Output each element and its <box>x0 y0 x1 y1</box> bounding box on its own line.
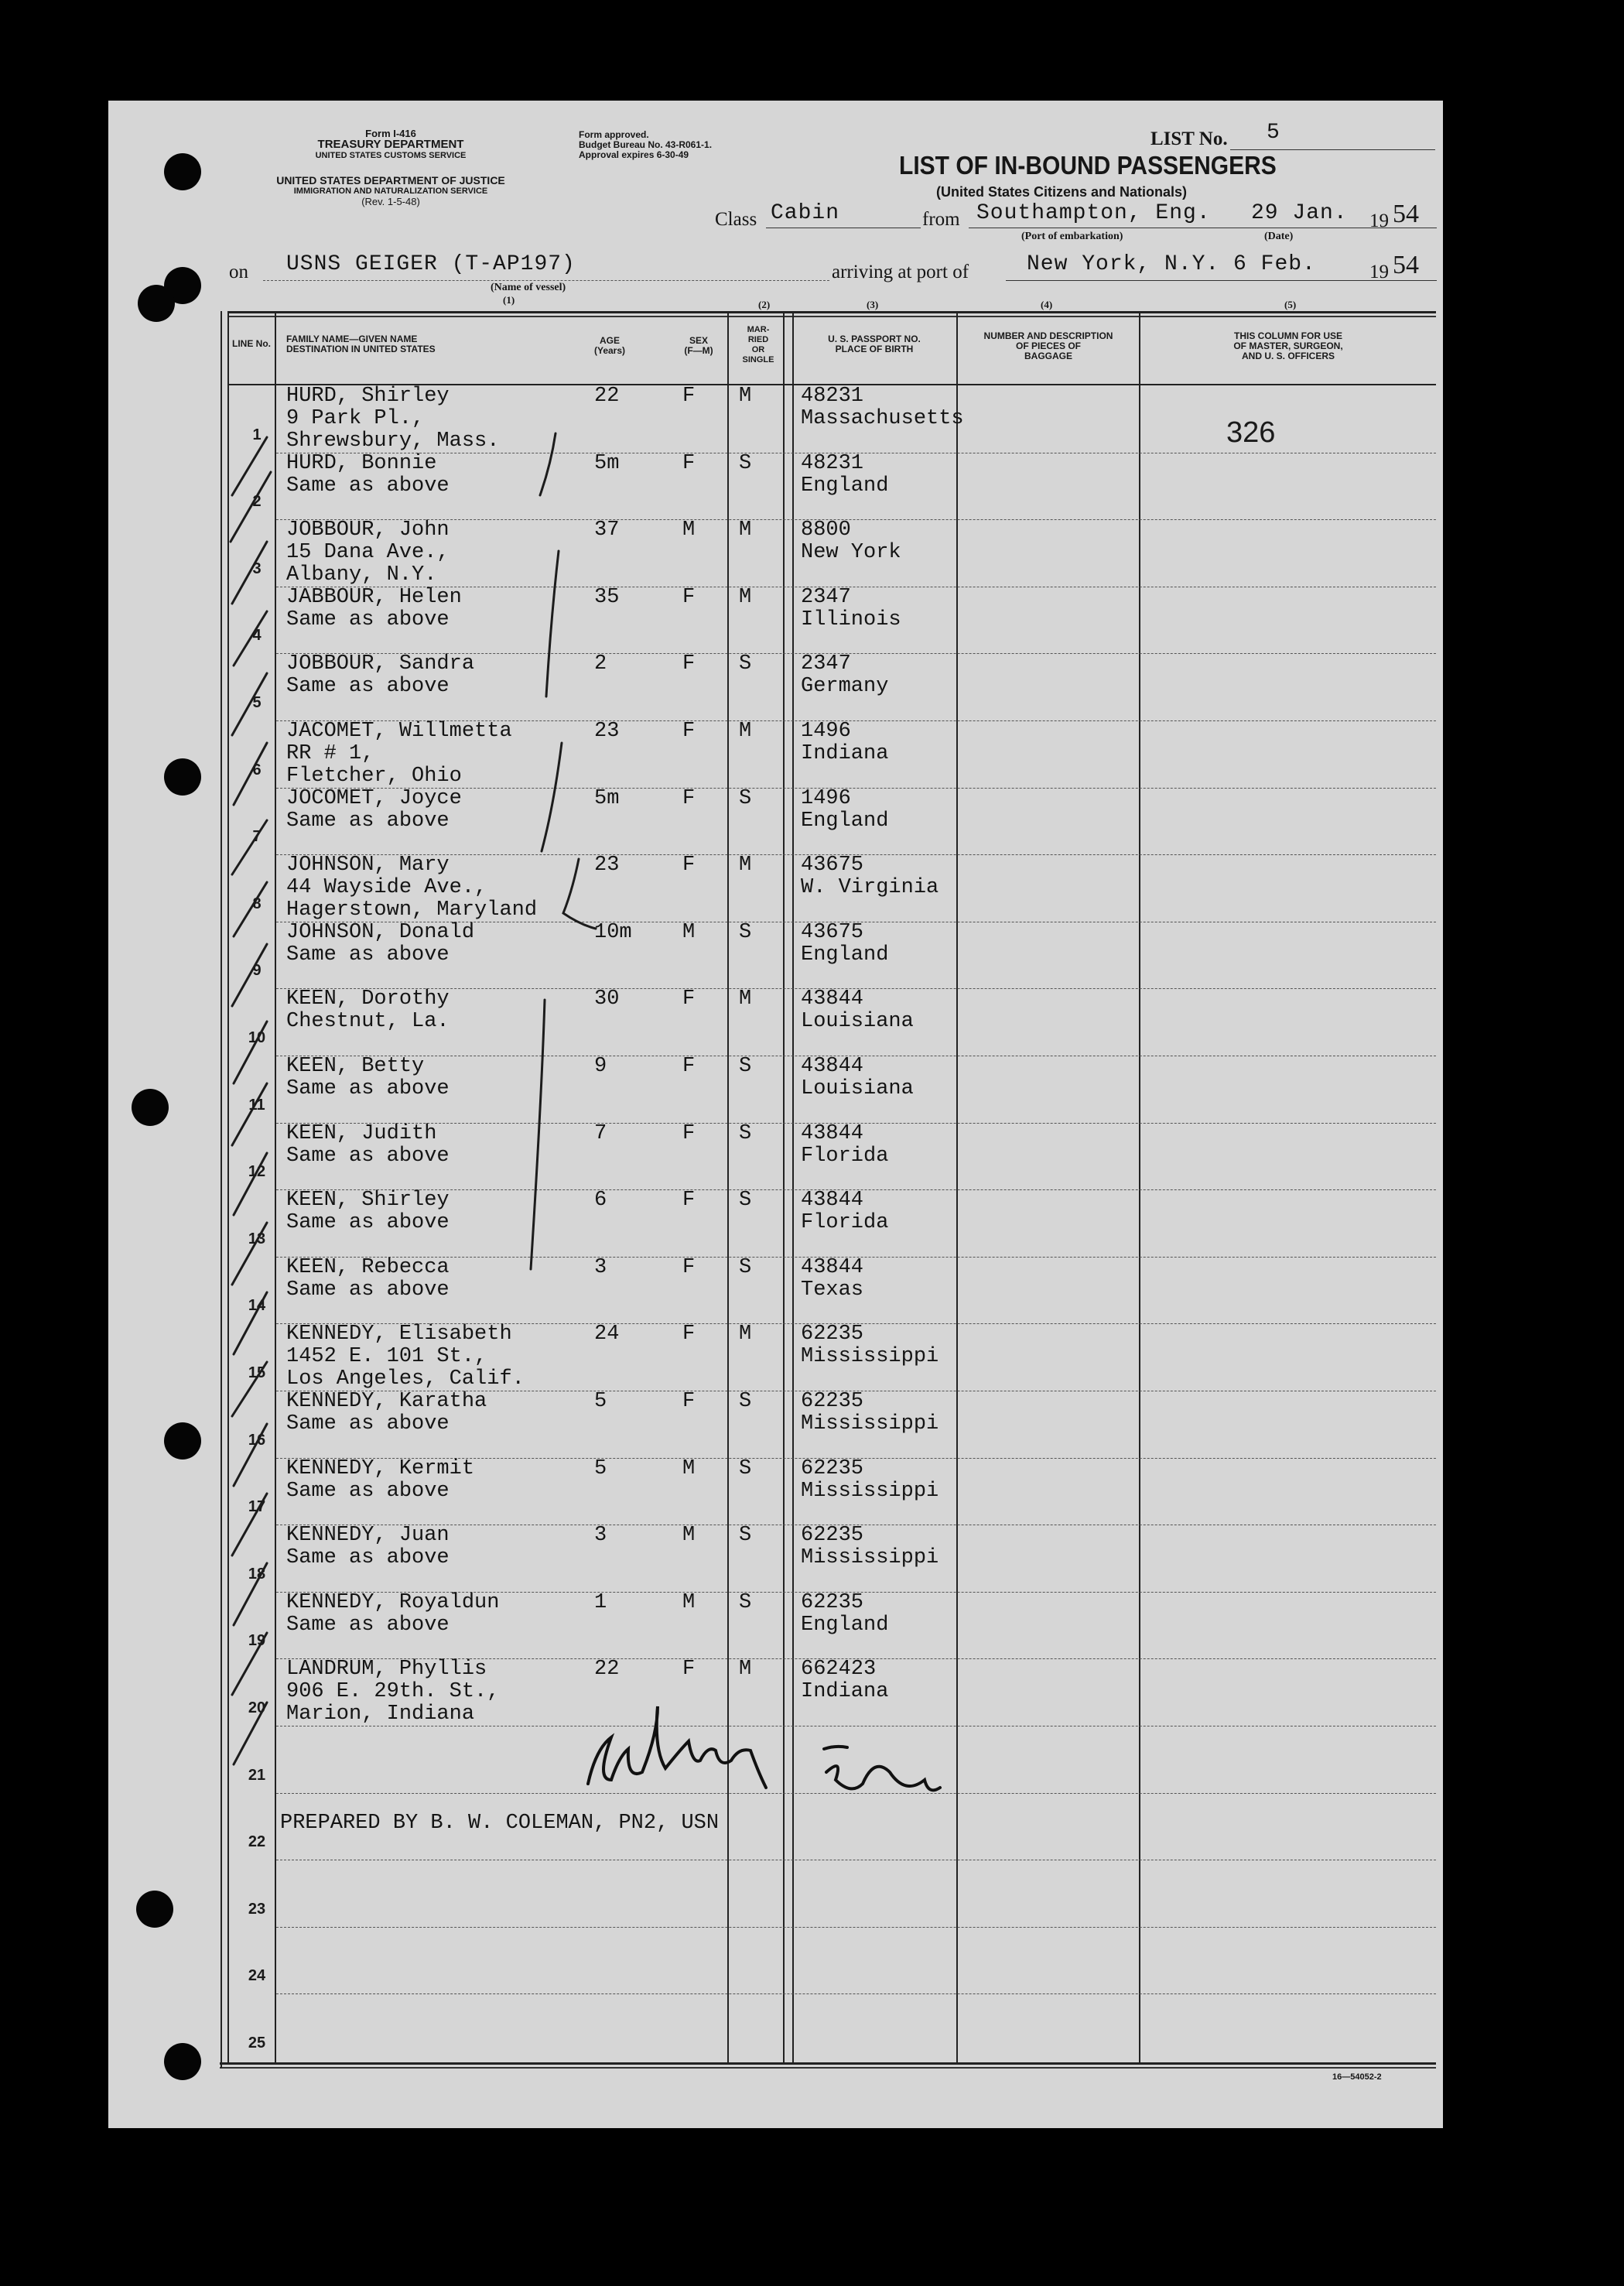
passenger-sex: M <box>682 920 696 944</box>
inspector-signature <box>588 1706 940 1790</box>
passenger-sex: F <box>682 786 696 810</box>
approval-line-3: Approval expires 6-30-49 <box>579 149 689 160</box>
place-of-birth: England <box>801 474 889 498</box>
class-value: Cabin <box>771 201 840 225</box>
passport-number: 8800 <box>801 518 851 542</box>
passenger-sex: F <box>682 1189 696 1213</box>
line-number: 4 <box>252 627 262 645</box>
passenger-age: 9 <box>594 1055 607 1078</box>
passport-number: 43844 <box>801 1121 864 1145</box>
passenger-age: 22 <box>594 385 620 408</box>
passenger-sex: F <box>682 1390 696 1413</box>
pen-mark-check-15 <box>232 1362 267 1416</box>
passenger-sex: F <box>682 1658 696 1682</box>
line-number: 6 <box>252 761 262 779</box>
passport-number: 62235 <box>801 1390 864 1413</box>
passenger-marital-status: M <box>739 518 752 542</box>
passenger-marital-status: S <box>739 451 752 475</box>
place-of-birth: Indiana <box>801 1680 889 1704</box>
passenger-age: 24 <box>594 1323 620 1347</box>
passenger-destination: 9 Park Pl., Shrewsbury, Mass. <box>286 407 500 453</box>
treasury-dept: TREASURY DEPARTMENT <box>317 138 464 151</box>
passenger-name: KENNEDY, Royaldun <box>286 1590 500 1614</box>
passenger-age: 22 <box>594 1658 620 1682</box>
pen-mark-bracket-1 <box>540 433 556 495</box>
embark-date-value: 29 Jan. <box>1251 201 1348 225</box>
col-header-age: AGE (Years) <box>593 335 626 356</box>
line-number: 25 <box>248 2034 266 2052</box>
passport-number: 662423 <box>801 1658 877 1682</box>
passenger-marital-status: S <box>739 652 752 676</box>
passenger-age: 3 <box>594 1524 607 1548</box>
place-of-birth: Florida <box>801 1144 889 1168</box>
vessel-name-value: USNS GEIGER (T-AP197) <box>286 252 576 276</box>
passenger-name: LANDRUM, Phyllis <box>286 1658 487 1682</box>
passenger-marital-status: S <box>739 1121 752 1145</box>
line-number: 14 <box>248 1297 266 1315</box>
pen-mark-check-6 <box>234 743 267 805</box>
class-label: Class <box>715 209 757 230</box>
pen-mark-check-20 <box>234 1703 267 1764</box>
col-header-baggage: NUMBER AND DESCRIPTION OF PIECES OF BAGGAGE <box>983 330 1113 361</box>
form-number: Form I-416 <box>365 128 416 139</box>
passenger-name: JABBOUR, Helen <box>286 585 462 609</box>
pen-mark-check-3 <box>232 542 267 604</box>
from-label: from <box>922 209 960 230</box>
place-of-birth: W. Virginia <box>801 876 939 900</box>
passenger-age: 3 <box>594 1255 607 1279</box>
passenger-destination: Same as above <box>286 1546 450 1570</box>
passenger-age: 10m <box>594 920 632 944</box>
embark-year-prefix: 19 <box>1369 210 1389 231</box>
passenger-marital-status: M <box>739 1323 752 1347</box>
line-number: 9 <box>252 962 262 980</box>
line-number: 19 <box>248 1632 266 1650</box>
embark-port-value: Southampton, Eng. <box>976 201 1211 225</box>
place-of-birth: Germany <box>801 675 889 699</box>
pen-mark-check-14 <box>234 1292 267 1354</box>
line-number: 23 <box>248 1900 266 1918</box>
passenger-age: 37 <box>594 518 620 542</box>
passenger-name: HURD, Bonnie <box>286 451 437 475</box>
passport-number: 2347 <box>801 652 851 676</box>
passenger-age: 23 <box>594 854 620 878</box>
passenger-sex: F <box>682 385 696 408</box>
pen-mark-check-5 <box>232 673 267 735</box>
passenger-destination: 44 Wayside Ave., Hagerstown, Maryland <box>286 876 538 922</box>
place-of-birth: Mississippi <box>801 1546 939 1570</box>
col-num-2: (2) <box>758 299 771 310</box>
passenger-destination: 906 E. 29th. St., Marion, Indiana <box>286 1680 500 1726</box>
line-number: 24 <box>248 1967 266 1985</box>
pen-mark-bracket-2 <box>546 551 559 696</box>
passport-number: 62235 <box>801 1456 864 1480</box>
passenger-destination: Same as above <box>286 607 450 631</box>
passenger-destination: Same as above <box>286 675 450 699</box>
passenger-name: JOBBOUR, Sandra <box>286 652 475 676</box>
passenger-age: 6 <box>594 1189 607 1213</box>
customs-service: UNITED STATES CUSTOMS SERVICE <box>315 151 467 160</box>
passenger-age: 5m <box>594 786 620 810</box>
line-number: 11 <box>248 1096 265 1114</box>
passenger-marital-status: M <box>739 854 752 878</box>
passenger-sex: M <box>682 1524 696 1548</box>
passenger-sex: F <box>682 987 696 1011</box>
place-of-birth: New York <box>801 541 901 565</box>
passenger-marital-status: S <box>739 786 752 810</box>
pen-mark-bracket-3 <box>542 743 562 851</box>
passport-number: 43844 <box>801 1255 864 1279</box>
passport-number: 43844 <box>801 1055 864 1078</box>
passenger-age: 23 <box>594 720 620 743</box>
passenger-name: JOCOMET, Joyce <box>286 786 462 810</box>
place-of-birth: Louisiana <box>801 1010 914 1034</box>
passenger-name: JOHNSON, Mary <box>286 854 450 878</box>
passenger-name: KENNEDY, Karatha <box>286 1390 487 1413</box>
officer-stamp-number: 326 <box>1226 416 1276 449</box>
passenger-sex: F <box>682 720 696 743</box>
embark-date-caption: (Date) <box>1264 231 1294 242</box>
passenger-destination: Same as above <box>286 1479 450 1503</box>
passenger-marital-status: S <box>739 1590 752 1614</box>
passenger-marital-status: S <box>739 1055 752 1078</box>
passenger-name: KENNEDY, Elisabeth <box>286 1323 512 1347</box>
passenger-age: 35 <box>594 585 620 609</box>
pen-mark-check-10 <box>234 1022 267 1083</box>
vessel-col-number: (1) <box>503 294 515 306</box>
passenger-sex: M <box>682 1590 696 1614</box>
passenger-name: KEEN, Dorothy <box>286 987 450 1011</box>
passenger-sex: M <box>682 518 696 542</box>
passenger-marital-status: S <box>739 1189 752 1213</box>
passenger-sex: F <box>682 451 696 475</box>
place-of-birth: Louisiana <box>801 1077 914 1100</box>
on-label: on <box>229 262 248 282</box>
passenger-destination: Same as above <box>286 1412 450 1436</box>
passenger-destination: RR # 1, Fletcher, Ohio <box>286 742 462 788</box>
passenger-destination: Same as above <box>286 809 450 833</box>
passenger-sex: M <box>682 1456 696 1480</box>
passenger-name: JOBBOUR, John <box>286 518 450 542</box>
list-no-label: LIST No. <box>1150 128 1228 149</box>
pen-mark-check-16 <box>234 1424 267 1486</box>
passport-number: 62235 <box>801 1590 864 1614</box>
line-number: 3 <box>252 560 262 577</box>
passenger-destination: Same as above <box>286 1278 450 1302</box>
place-of-birth: Indiana <box>801 742 889 765</box>
passenger-marital-status: M <box>739 585 752 609</box>
justice-dept: UNITED STATES DEPARTMENT OF JUSTICE <box>276 174 505 187</box>
passenger-sex: F <box>682 652 696 676</box>
passenger-destination: Same as above <box>286 1144 450 1168</box>
line-number: 18 <box>248 1565 266 1583</box>
passenger-sex: F <box>682 854 696 878</box>
passenger-marital-status: S <box>739 920 752 944</box>
passenger-name: HURD, Shirley <box>286 385 450 408</box>
place-of-birth: Mississippi <box>801 1345 939 1369</box>
passenger-marital-status: S <box>739 1390 752 1413</box>
passenger-age: 30 <box>594 987 620 1011</box>
pen-mark-bracket-5 <box>531 1000 545 1269</box>
passport-number: 2347 <box>801 585 851 609</box>
prepared-by-text: PREPARED BY B. W. COLEMAN, PN2, USN <box>280 1812 720 1835</box>
col-num-4: (4) <box>1041 299 1053 310</box>
form-title: LIST OF IN-BOUND PASSENGERS <box>899 152 1277 180</box>
passenger-age: 5 <box>594 1456 607 1480</box>
approval-line-2: Budget Bureau No. 43-R061-1. <box>579 139 713 150</box>
passenger-age: 2 <box>594 652 607 676</box>
passport-number: 43675 <box>801 854 864 878</box>
passenger-name: JOHNSON, Donald <box>286 920 475 944</box>
passenger-destination: 1452 E. 101 St., Los Angeles, Calif. <box>286 1345 525 1391</box>
pen-mark-check-19 <box>232 1633 267 1695</box>
passport-number: 1496 <box>801 720 851 743</box>
passport-number: 48231 <box>801 385 864 408</box>
col-header-married: MAR- RIED OR SINGLE <box>742 325 774 364</box>
embark-year-value: 54 <box>1393 200 1419 228</box>
passport-number: 48231 <box>801 451 864 475</box>
line-number: 22 <box>248 1833 266 1851</box>
passenger-age: 5 <box>594 1390 607 1413</box>
passenger-destination: 15 Dana Ave., Albany, N.Y. <box>286 541 450 587</box>
line-number: 16 <box>248 1431 266 1449</box>
place-of-birth: Texas <box>801 1278 864 1302</box>
passenger-age: 5m <box>594 451 620 475</box>
passenger-marital-status: S <box>739 1255 752 1279</box>
col-num-5: (5) <box>1284 299 1297 310</box>
passenger-destination: Same as above <box>286 1211 450 1235</box>
place-of-birth: England <box>801 1613 889 1637</box>
list-no-value: 5 <box>1267 121 1280 145</box>
line-number: 12 <box>248 1163 266 1181</box>
passport-number: 1496 <box>801 786 851 810</box>
passport-number: 62235 <box>801 1524 864 1548</box>
place-of-birth: Massachusetts <box>801 407 964 430</box>
col-header-name: FAMILY NAME—GIVEN NAME DESTINATION IN UNITED STATES <box>286 334 436 354</box>
passenger-name: KEEN, Rebecca <box>286 1255 450 1279</box>
line-number: 10 <box>248 1029 266 1046</box>
vessel-caption: (Name of vessel) <box>491 282 566 293</box>
passenger-sex: F <box>682 1323 696 1347</box>
pen-mark-check-12 <box>234 1153 267 1215</box>
line-number: 1 <box>252 426 262 443</box>
place-of-birth: Florida <box>801 1211 889 1235</box>
passenger-name: KEEN, Betty <box>286 1055 425 1078</box>
passenger-destination: Chestnut, La. <box>286 1010 450 1034</box>
passenger-name: KEEN, Judith <box>286 1121 437 1145</box>
passenger-sex: F <box>682 585 696 609</box>
pen-mark-bracket-4 <box>563 859 596 929</box>
place-of-birth: Mississippi <box>801 1479 939 1503</box>
place-of-birth: Illinois <box>801 607 901 631</box>
col-header-sex: SEX (F—M) <box>684 335 713 356</box>
pen-mark-check-13 <box>232 1223 267 1285</box>
passenger-destination: Same as above <box>286 474 450 498</box>
passenger-destination: Same as above <box>286 1613 450 1637</box>
pen-mark-check-4 <box>234 611 267 666</box>
line-number: 13 <box>248 1230 266 1247</box>
arriving-label: arriving at port of <box>832 262 969 282</box>
place-of-birth: England <box>801 809 889 833</box>
line-number: 2 <box>252 493 262 511</box>
passenger-name: KENNEDY, Kermit <box>286 1456 475 1480</box>
pen-mark-check-2 <box>231 472 271 542</box>
col-header-passport: U. S. PASSPORT NO. PLACE OF BIRTH <box>828 334 921 354</box>
passenger-sex: F <box>682 1121 696 1145</box>
pen-mark-check-18 <box>234 1563 267 1625</box>
passenger-age: 7 <box>594 1121 607 1145</box>
passenger-marital-status: M <box>739 720 752 743</box>
line-number: 21 <box>248 1766 266 1784</box>
place-of-birth: Mississippi <box>801 1412 939 1436</box>
revision: (Rev. 1-5-48) <box>361 196 420 207</box>
approval-line-1: Form approved. <box>579 129 649 140</box>
line-number: 8 <box>252 895 262 912</box>
passport-number: 43675 <box>801 920 864 944</box>
passenger-marital-status: S <box>739 1456 752 1480</box>
pen-mark-check-7 <box>232 820 267 874</box>
passenger-destination: Same as above <box>286 943 450 967</box>
arrival-year-value: 54 <box>1393 251 1419 279</box>
passenger-sex: F <box>682 1255 696 1279</box>
arrival-year-prefix: 19 <box>1369 262 1389 282</box>
line-number: 5 <box>252 694 262 711</box>
passenger-marital-status: M <box>739 987 752 1011</box>
place-of-birth: England <box>801 943 889 967</box>
pen-mark-check-9 <box>232 944 267 1006</box>
col-header-officers: THIS COLUMN FOR USE OF MASTER, SURGEON, AND U. S. OFFICERS <box>1233 330 1343 361</box>
passenger-name: KENNEDY, Juan <box>286 1524 450 1548</box>
line-number: 17 <box>248 1498 266 1516</box>
arrival-port-value: New York, N.Y. 6 Feb. <box>1027 252 1316 276</box>
passenger-name: KEEN, Shirley <box>286 1189 450 1213</box>
pen-mark-check-8 <box>234 882 267 936</box>
col-num-3: (3) <box>867 299 879 310</box>
passport-number: 43844 <box>801 987 864 1011</box>
col-header-line-no: LINE No. <box>232 338 271 349</box>
embark-port-caption: (Port of embarkation) <box>1021 231 1123 242</box>
passenger-marital-status: S <box>739 1524 752 1548</box>
passenger-name: JACOMET, Willmetta <box>286 720 512 743</box>
ins-service: IMMIGRATION AND NATURALIZATION SERVICE <box>293 187 488 196</box>
line-number: 7 <box>252 828 262 846</box>
pen-mark-check-11 <box>232 1083 267 1145</box>
line-number: 15 <box>248 1364 266 1381</box>
form-subtitle: (United States Citizens and Nationals) <box>936 184 1188 200</box>
line-number: 20 <box>248 1699 266 1716</box>
passenger-sex: F <box>682 1055 696 1078</box>
passport-number: 43844 <box>801 1189 864 1213</box>
form-code: 16—54052-2 <box>1332 2072 1382 2082</box>
passenger-marital-status: M <box>739 1658 752 1682</box>
passenger-marital-status: M <box>739 385 752 408</box>
passport-number: 62235 <box>801 1323 864 1347</box>
passenger-destination: Same as above <box>286 1077 450 1100</box>
pen-mark-check-17 <box>232 1494 267 1555</box>
passenger-age: 1 <box>594 1590 607 1614</box>
